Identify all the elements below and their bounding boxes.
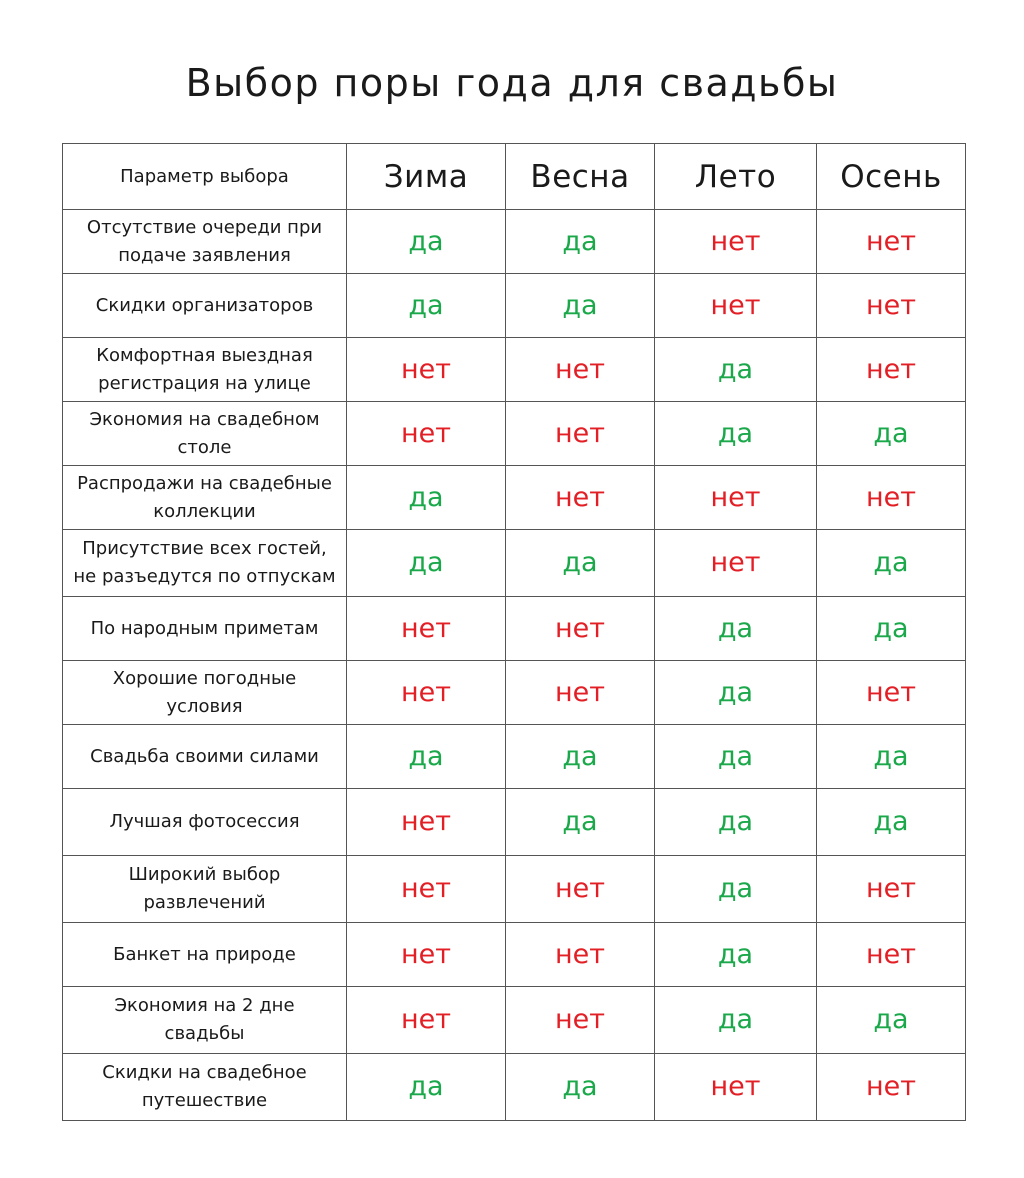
value-cell-spring: нет [506,923,655,987]
value-cell-winter: нет [347,402,506,466]
param-label-line: развлечений [143,892,266,913]
param-cell [63,210,347,274]
param-cell [63,661,347,725]
value-cell-spring: да [506,1054,655,1121]
param-label-line: подаче заявления [118,244,291,266]
param-cell [63,402,347,466]
header-season-spring: Весна [506,144,655,210]
value-cell-spring: да [506,530,655,597]
value-cell-summer: нет [655,1054,817,1121]
value-cell-summer: да [655,923,817,987]
param-label-line: По народным приметам [90,617,319,639]
value-cell-summer: да [655,856,817,923]
value-cell-winter: да [347,1054,506,1121]
table-row [63,274,966,338]
value-cell-autumn: да [817,402,966,466]
table-row [63,1054,966,1121]
value-cell-spring: нет [506,987,655,1054]
value-cell-winter: да [347,530,506,597]
value-cell-winter: нет [347,661,506,725]
param-cell [63,530,347,597]
value-cell-autumn: да [817,597,966,661]
param-cell [63,789,347,856]
value-cell-autumn: да [817,987,966,1054]
header-season-winter: Зима [347,144,506,210]
param-cell [63,856,347,923]
param-label-line: Экономия на 2 дне [114,995,295,1016]
table-row [63,597,966,661]
table-row [63,530,966,597]
value-cell-spring: нет [506,856,655,923]
value-cell-summer: да [655,987,817,1054]
value-cell-spring: нет [506,466,655,530]
table-row [63,725,966,789]
value-cell-summer: да [655,402,817,466]
header-param-label: Параметр выбора [63,144,347,210]
value-cell-autumn: да [817,789,966,856]
season-comparison-table [62,143,966,1121]
value-cell-autumn: нет [817,274,966,338]
table-row [63,210,966,274]
value-cell-winter: да [347,274,506,338]
value-cell-winter: да [347,725,506,789]
param-label-line: условия [166,695,243,717]
value-cell-autumn: нет [817,1054,966,1121]
value-cell-winter: да [347,210,506,274]
param-label-line: Хорошие погодные [112,667,297,689]
value-cell-winter: нет [347,987,506,1054]
param-label-line: Распродажи на свадебные [77,472,332,494]
value-cell-autumn: нет [817,210,966,274]
param-cell [63,597,347,661]
param-label-line: Свадьба своими силами [90,745,319,767]
value-cell-summer: да [655,597,817,661]
table-row [63,987,966,1054]
param-cell [63,274,347,338]
page-title: Выбор поры года для свадьбы [185,61,839,105]
value-cell-autumn: да [817,530,966,597]
param-label-line: Комфортная выездная [96,344,313,366]
table-row [63,789,966,856]
table-row [63,856,966,923]
value-cell-summer: да [655,725,817,789]
table-row [63,661,966,725]
value-cell-winter: нет [347,597,506,661]
value-cell-winter: нет [347,856,506,923]
param-label-line: Экономия на свадебном [89,408,320,430]
value-cell-winter: нет [347,338,506,402]
param-cell [63,1054,347,1121]
value-cell-summer: нет [655,530,817,597]
param-label-line: Лучшая фотосессия [109,811,300,832]
value-cell-spring: да [506,274,655,338]
param-label-line: не разъедутся по отпускам [73,566,336,587]
value-cell-autumn: да [817,725,966,789]
value-cell-autumn: нет [817,923,966,987]
param-cell [63,923,347,987]
param-label-line: Скидки на свадебное [102,1062,307,1083]
value-cell-spring: нет [506,402,655,466]
param-label-line: столе [177,436,232,458]
value-cell-spring: нет [506,338,655,402]
param-label-line: Широкий выбор [128,864,281,885]
table-row [63,466,966,530]
param-cell [63,338,347,402]
header-season-summer: Лето [655,144,817,210]
table-body [63,210,966,1121]
param-label-line: коллекции [153,500,256,522]
value-cell-winter: нет [347,923,506,987]
value-cell-summer: да [655,661,817,725]
header-season-autumn: Осень [817,144,966,210]
param-cell [63,466,347,530]
param-label-line: путешествие [141,1090,268,1111]
param-label-line: Отсутствие очереди при [86,216,323,238]
value-cell-autumn: нет [817,661,966,725]
value-cell-summer: да [655,789,817,856]
value-cell-summer: нет [655,466,817,530]
param-cell [63,725,347,789]
value-cell-autumn: нет [817,856,966,923]
value-cell-winter: да [347,466,506,530]
param-label-line: свадьбы [164,1023,245,1044]
value-cell-autumn: нет [817,466,966,530]
value-cell-spring: нет [506,661,655,725]
value-cell-autumn: нет [817,338,966,402]
param-cell [63,987,347,1054]
param-label-line: Скидки организаторов [95,294,314,316]
param-label-line: регистрация на улице [98,372,311,394]
param-label-line: Присутствие всех гостей, [82,538,327,559]
value-cell-summer: нет [655,274,817,338]
value-cell-summer: да [655,338,817,402]
value-cell-winter: нет [347,789,506,856]
table-row [63,402,966,466]
table-row [63,338,966,402]
value-cell-summer: нет [655,210,817,274]
table-header-row [63,144,966,210]
param-label-line: Банкет на природе [113,943,296,965]
table-row [63,923,966,987]
value-cell-spring: да [506,725,655,789]
value-cell-spring: да [506,210,655,274]
value-cell-spring: да [506,789,655,856]
value-cell-spring: нет [506,597,655,661]
